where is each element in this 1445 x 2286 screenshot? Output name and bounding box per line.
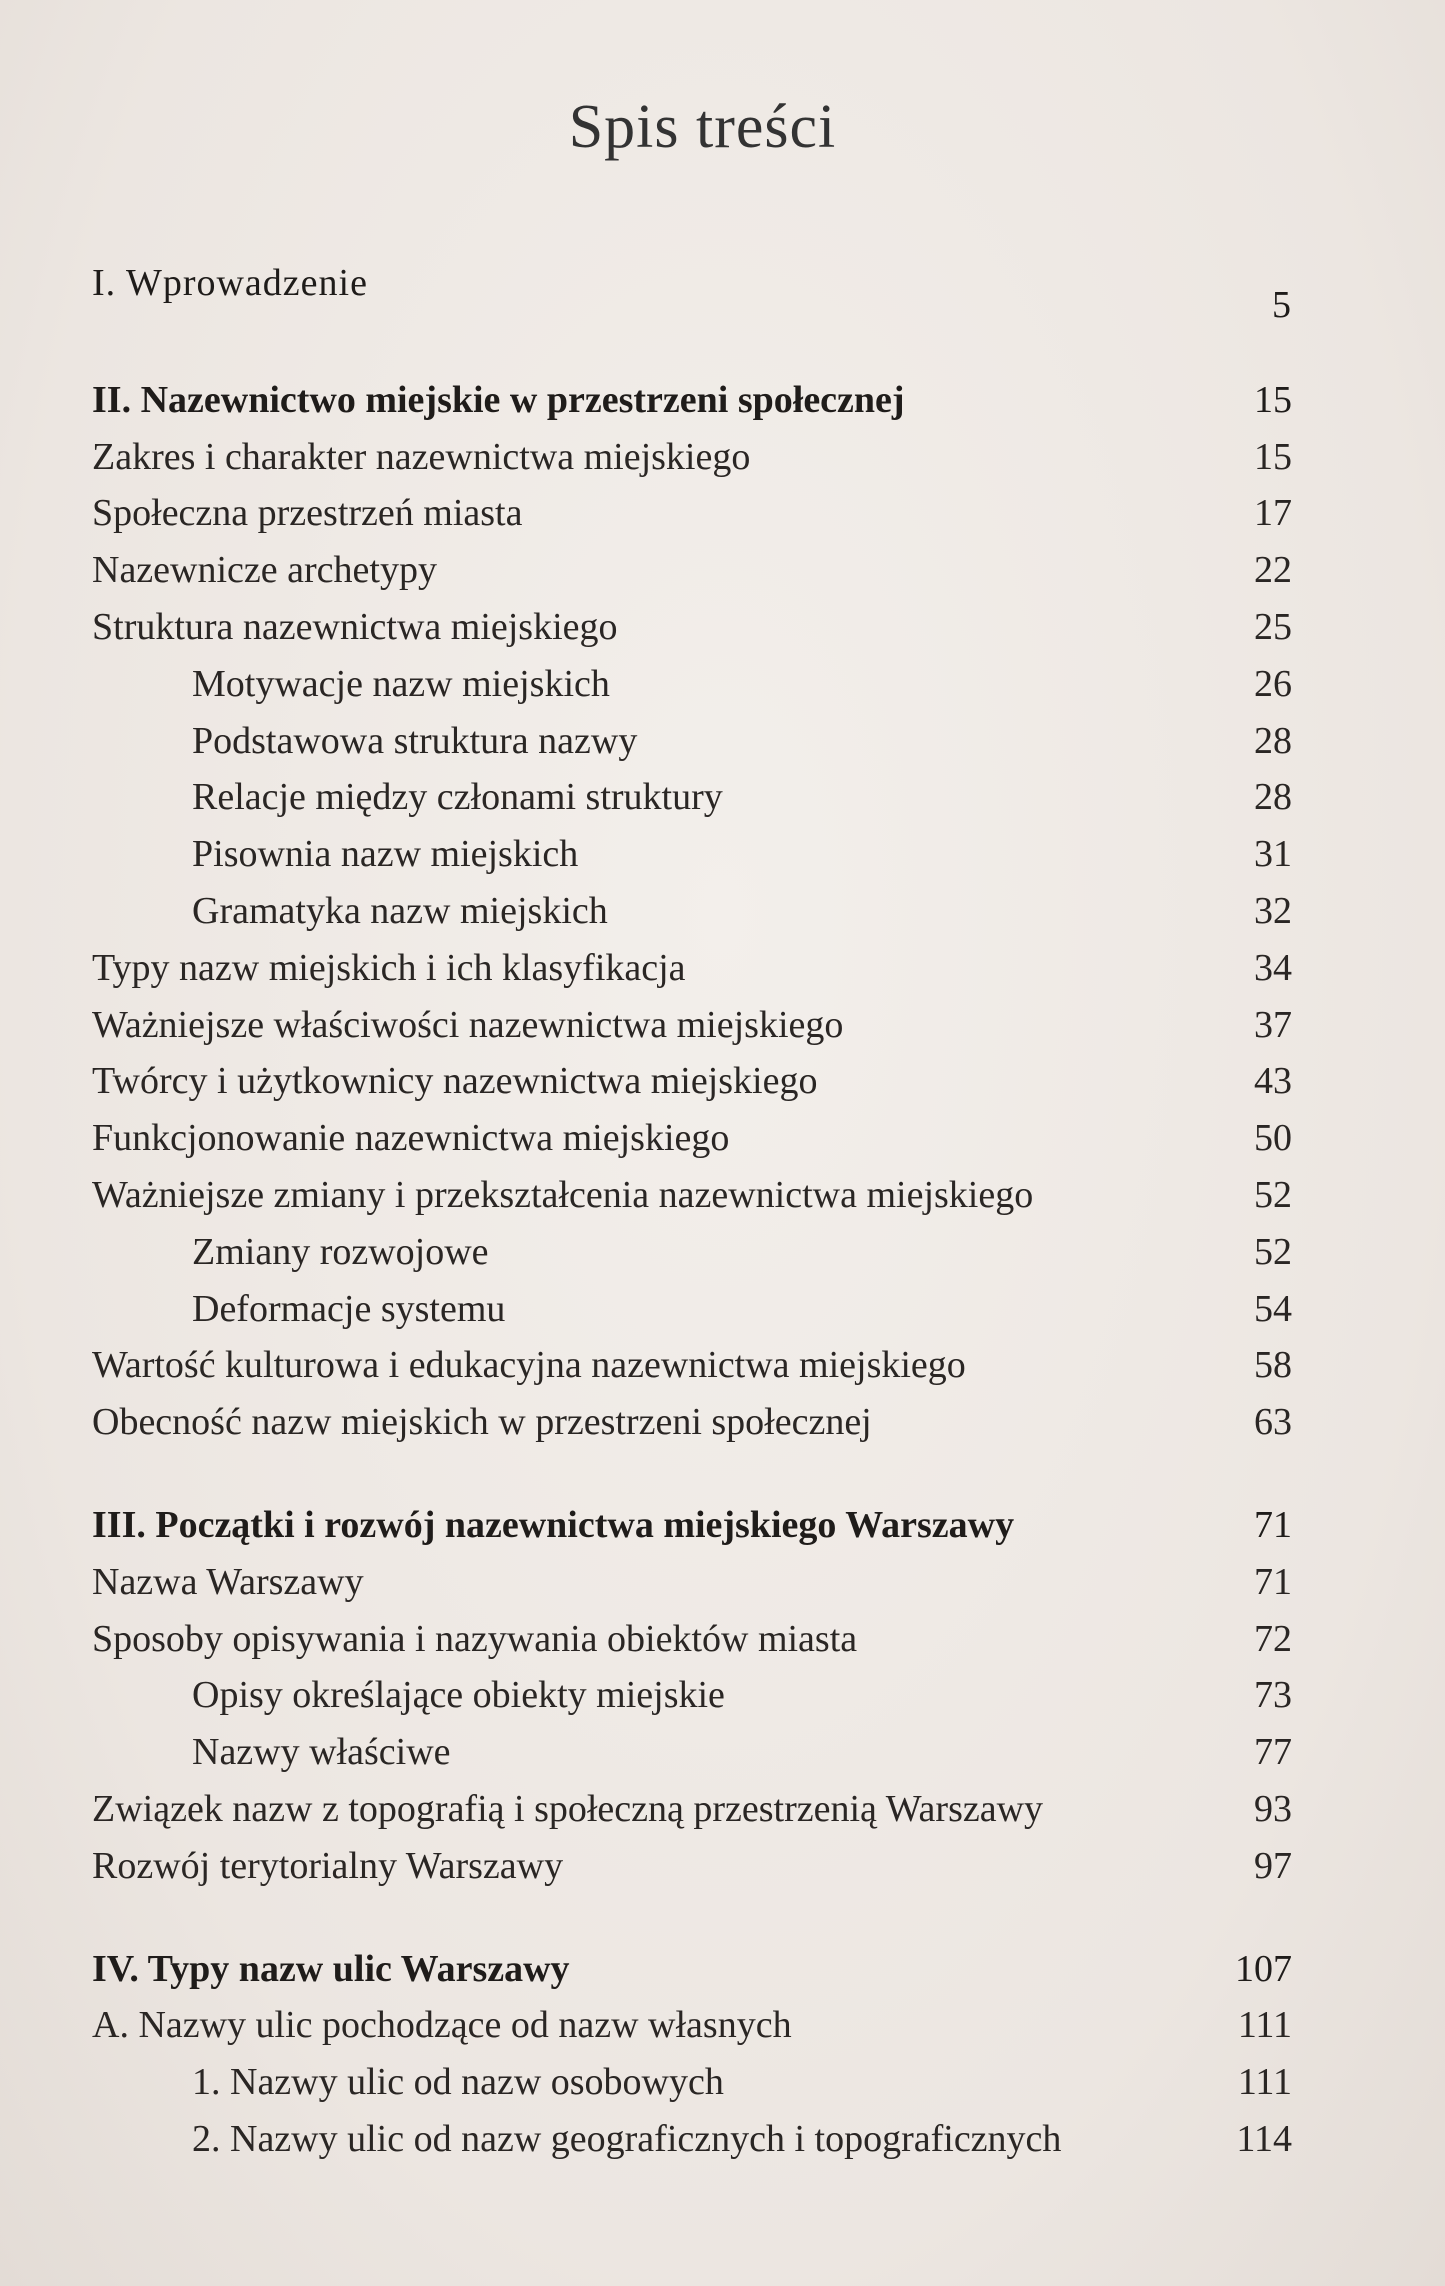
- entry-title: Ważniejsze właściwości nazewnictwa miejskiego: [92, 1003, 844, 1046]
- page-number: 31: [1254, 833, 1292, 876]
- entry-title: Opisy określające obiekty miejskie: [192, 1674, 725, 1717]
- page-number: 43: [1254, 1060, 1292, 1103]
- chapter-title: I. Wprowadzenie: [92, 262, 368, 304]
- page-number: 111: [1237, 2004, 1292, 2047]
- entry-title: Nazwy właściwe: [192, 1731, 451, 1774]
- entry-title: Nazewnicze archetypy: [92, 549, 437, 592]
- page-number: 71: [1254, 1503, 1292, 1546]
- page-number: 50: [1254, 1117, 1292, 1160]
- entry-title: Nazwa Warszawy: [92, 1560, 364, 1603]
- toc-entry: [92, 599, 1292, 656]
- page-number: 54: [1254, 1287, 1292, 1330]
- entry-title: Wartość kulturowa i edukacyjna nazewnictwa miejskiego: [92, 1344, 966, 1387]
- page-number: 52: [1254, 1173, 1292, 1216]
- page-number: 93: [1254, 1787, 1292, 1830]
- toc-entry: [92, 429, 1292, 486]
- page-number: 28: [1254, 719, 1292, 762]
- entry-title: Obecność nazw miejskich w przestrzeni społecznej: [92, 1401, 872, 1444]
- toc-subentry: [92, 2054, 1292, 2111]
- toc-entry: [92, 1053, 1292, 1110]
- page-number: 15: [1254, 435, 1292, 478]
- page-title: Spis treści: [568, 93, 837, 161]
- toc-entry: [92, 1611, 1292, 1668]
- table-of-contents: [92, 255, 1292, 2168]
- toc-subentry: [92, 2111, 1292, 2168]
- entry-title: Zakres i charakter nazewnictwa miejskiego: [92, 435, 751, 478]
- chapter-title: II. Nazewnictwo miejskie w przestrzeni społecznej: [92, 378, 905, 421]
- toc-entry: [92, 1554, 1292, 1611]
- entry-title: Związek nazw z topografią i społeczną przestrzenią Warszawy: [92, 1787, 1044, 1830]
- toc-subentry: [92, 1667, 1292, 1724]
- toc-chapter-4: [92, 1941, 1292, 1998]
- entry-title: Gramatyka nazw miejskich: [192, 889, 608, 932]
- entry-title: Ważniejsze zmiany i przekształcenia nazewnictwa miejskiego: [92, 1173, 1034, 1216]
- toc-entry: [92, 1838, 1292, 1895]
- entry-title: Rozwój terytorialny Warszawy: [92, 1844, 564, 1887]
- toc-entry: [92, 542, 1292, 599]
- page-number: 26: [1254, 662, 1292, 705]
- toc-subentry: [92, 883, 1292, 940]
- toc-chapter-3: [92, 1497, 1292, 1554]
- chapter-title: III. Początki i rozwój nazewnictwa miejskiego Warszawy: [92, 1503, 1015, 1546]
- toc-subentry: [92, 713, 1292, 770]
- page-number: 107: [1235, 1947, 1292, 1990]
- entry-title: 1. Nazwy ulic od nazw osobowych: [192, 2061, 724, 2104]
- entry-title: Motywacje nazw miejskich: [192, 662, 610, 705]
- toc-entry: [92, 1337, 1292, 1394]
- entry-title: Deformacje systemu: [192, 1287, 506, 1330]
- page-number: 52: [1254, 1230, 1292, 1273]
- toc-entry: [92, 1781, 1292, 1838]
- entry-title: Struktura nazewnictwa miejskiego: [92, 605, 618, 648]
- entry-title: Społeczna przestrzeń miasta: [92, 492, 523, 535]
- page-number: 114: [1236, 2117, 1292, 2160]
- toc-chapter-2: [92, 372, 1292, 429]
- page-number: 58: [1254, 1344, 1292, 1387]
- page-number: 15: [1254, 378, 1292, 421]
- page-number: 28: [1254, 776, 1292, 819]
- toc-entry: [92, 1167, 1292, 1224]
- page-number: 5: [1272, 284, 1292, 326]
- toc-subentry: [92, 656, 1292, 713]
- entry-title: Sposoby opisywania i nazywania obiektów miasta: [92, 1617, 858, 1660]
- entry-title: Funkcjonowanie nazewnictwa miejskiego: [92, 1117, 730, 1160]
- toc-entry: [92, 997, 1292, 1054]
- toc-subentry: [92, 1724, 1292, 1781]
- toc-subentry: [92, 1224, 1292, 1281]
- toc-chapter-1: [92, 255, 1292, 326]
- page-number: 32: [1254, 889, 1292, 932]
- page-number: 73: [1254, 1674, 1292, 1717]
- entry-title: Zmiany rozwojowe: [192, 1230, 489, 1273]
- toc-entry: [92, 940, 1292, 997]
- entry-title: Pisownia nazw miejskich: [192, 833, 579, 876]
- toc-entry: [92, 1997, 1292, 2054]
- toc-entry: [92, 485, 1292, 542]
- toc-subentry: [92, 1281, 1292, 1338]
- entry-title: Podstawowa struktura nazwy: [192, 719, 638, 762]
- page-number: 111: [1237, 2061, 1292, 2104]
- page-number: 17: [1254, 492, 1292, 535]
- entry-title: Twórcy i użytkownicy nazewnictwa miejskiego: [92, 1060, 818, 1103]
- entry-title: 2. Nazwy ulic od nazw geograficznych i topograficznych: [192, 2117, 1062, 2160]
- page-number: 34: [1254, 946, 1292, 989]
- entry-title: Typy nazw miejskich i ich klasyfikacja: [92, 946, 686, 989]
- page-number: 25: [1254, 605, 1292, 648]
- toc-subentry: [92, 769, 1292, 826]
- page-number: 37: [1254, 1003, 1292, 1046]
- page-number: 22: [1254, 549, 1292, 592]
- toc-entry: [92, 1110, 1292, 1167]
- toc-entry: [92, 1394, 1292, 1451]
- page-number: 97: [1254, 1844, 1292, 1887]
- entry-title: Relacje między członami struktury: [192, 776, 723, 819]
- chapter-title: IV. Typy nazw ulic Warszawy: [92, 1947, 570, 1990]
- toc-subentry: [92, 826, 1292, 883]
- page-number: 63: [1254, 1401, 1292, 1444]
- page-number: 72: [1254, 1617, 1292, 1660]
- entry-title: A. Nazwy ulic pochodzące od nazw własnych: [92, 2004, 792, 2047]
- page-number: 77: [1254, 1731, 1292, 1774]
- page-number: 71: [1254, 1560, 1292, 1603]
